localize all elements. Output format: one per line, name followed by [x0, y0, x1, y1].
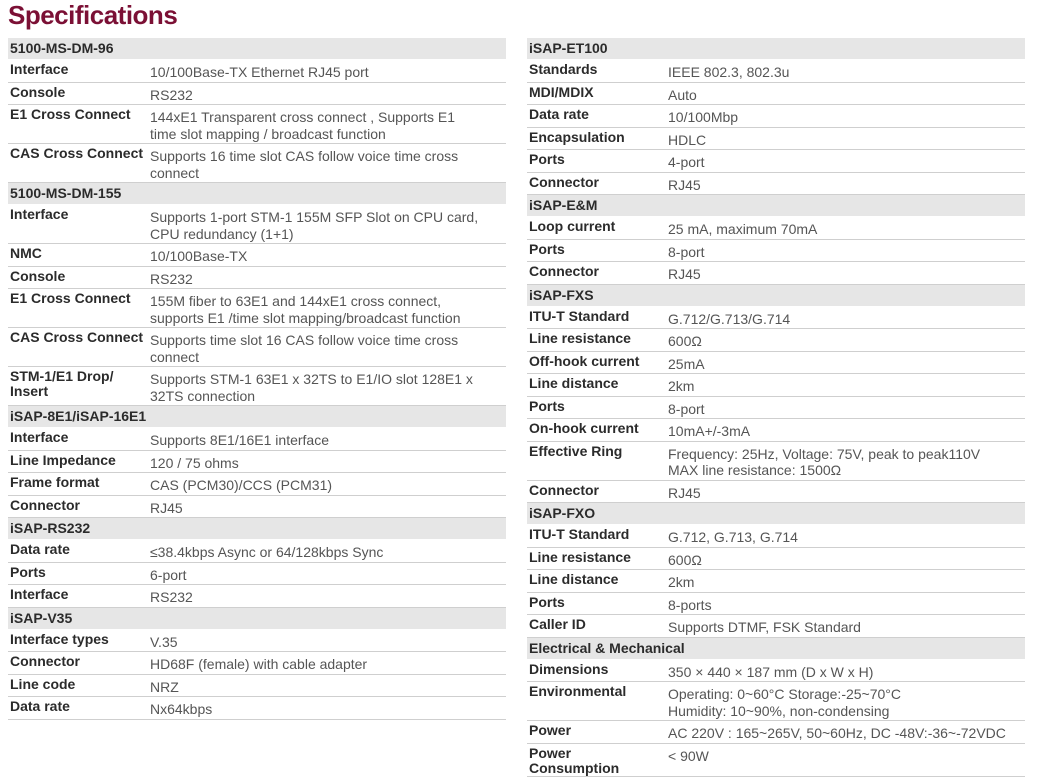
spec-value: 10/100Base-TX Ethernet RJ45 port — [150, 64, 369, 80]
spec-row — [527, 240, 1025, 263]
spec-row — [527, 374, 1025, 397]
spec-row — [8, 652, 506, 675]
spec-value: 120 / 75 ohms — [150, 454, 239, 471]
spec-label: CAS Cross Connect — [10, 145, 144, 161]
spec-value: 600Ω — [668, 551, 702, 568]
spec-row — [8, 105, 506, 144]
spec-row — [527, 128, 1025, 151]
spec-value: Supports 1-port STM-1 155M SFP Slot on CPU card, CPU redundancy (1+1) — [150, 209, 479, 242]
spec-label: Ports — [529, 593, 565, 610]
spec-value: NRZ — [150, 678, 179, 695]
spec-row — [527, 307, 1025, 330]
spec-row — [527, 660, 1025, 683]
spec-value: Supports STM-1 63E1 x 32TS to E1/IO slot 128E1 x 32TS connection — [150, 371, 473, 404]
spec-row — [527, 744, 1025, 777]
section-header-isap-fxo: iSAP-FXO — [527, 503, 1025, 525]
spec-value: 144xE1 Transparent cross connect , Supports E1 time slot mapping / broadcast function — [150, 109, 456, 142]
spec-row — [8, 244, 506, 267]
spec-value: G.712, G.713, G.714 — [668, 529, 798, 545]
spec-label: E1 Cross Connect — [10, 106, 131, 122]
spec-label: NMC — [10, 245, 42, 261]
spec-row — [8, 697, 506, 720]
spec-label: Power Consumption — [529, 744, 620, 776]
spec-value: Supports time slot 16 CAS follow voice time cross connect — [150, 332, 459, 365]
section-header-isap-v35: iSAP-V35 — [8, 608, 506, 630]
spec-row — [8, 451, 506, 474]
spec-value: RJ45 — [668, 484, 701, 501]
spec-row — [527, 352, 1025, 375]
spec-label: ITU-T Standard — [529, 307, 630, 324]
section-header-electrical-mechanical: Electrical & Mechanical — [527, 638, 1025, 660]
spec-value: 2km — [668, 574, 695, 590]
spec-row — [527, 419, 1025, 442]
spec-row — [8, 83, 506, 106]
spec-row — [8, 289, 506, 328]
spec-value: RJ45 — [150, 499, 183, 516]
spec-row — [8, 675, 506, 698]
spec-row — [527, 60, 1025, 83]
spec-row — [527, 442, 1025, 481]
spec-value: RJ45 — [668, 176, 701, 193]
spec-value: 8-ports — [668, 596, 712, 613]
spec-value: RS232 — [150, 270, 193, 287]
section-header-5100-ms-dm-96: 5100-MS-DM-96 — [8, 38, 506, 60]
spec-label: Frame format — [10, 474, 100, 490]
spec-value: Auto — [668, 86, 697, 103]
spec-label: Line resistance — [529, 330, 631, 346]
spec-value: Supports 16 time slot CAS follow voice time cross connect — [150, 148, 459, 181]
spec-label: Interface — [10, 429, 69, 445]
spec-label: Off-hook current — [529, 352, 640, 369]
left-spec-column — [8, 38, 506, 720]
spec-label: Effective Ring — [529, 442, 623, 459]
section-header-isap-e-m: iSAP-E&M — [527, 195, 1025, 217]
spec-row — [527, 262, 1025, 285]
section-header-5100-ms-dm-155: 5100-MS-DM-155 — [8, 183, 506, 205]
spec-label: Interface — [10, 206, 69, 222]
spec-value: Nx64kbps — [150, 701, 213, 717]
spec-row — [8, 144, 506, 183]
spec-label: E1 Cross Connect — [10, 290, 131, 306]
spec-label: Environmental — [529, 683, 627, 699]
section-header-isap-et100: iSAP-ET100 — [527, 38, 1025, 60]
spec-value: RJ45 — [668, 266, 701, 282]
spec-label: Encapsulation — [529, 128, 625, 145]
spec-row — [527, 615, 1025, 638]
spec-value: 10/100Base-TX — [150, 248, 248, 264]
spec-value: 8-port — [668, 400, 705, 417]
spec-label: On-hook current — [529, 420, 639, 436]
spec-row — [8, 496, 506, 519]
spec-label: Ports — [529, 397, 565, 414]
spec-row — [527, 150, 1025, 173]
spec-value: RS232 — [150, 86, 193, 103]
spec-label: Ports — [529, 240, 565, 257]
spec-value: Supports DTMF, FSK Standard — [668, 619, 861, 635]
spec-row — [8, 205, 506, 244]
section-header-isap-rs232: iSAP-RS232 — [8, 518, 506, 540]
spec-label: Line Impedance — [10, 451, 116, 468]
spec-label: Ports — [10, 563, 46, 580]
spec-value: V.35 — [150, 633, 178, 650]
spec-row — [527, 593, 1025, 616]
spec-label: Dimensions — [529, 660, 609, 677]
section-header-isap-8e1-isap-16e1: iSAP-8E1/iSAP-16E1 — [8, 406, 506, 428]
spec-row — [8, 630, 506, 653]
spec-label: MDI/MDIX — [529, 83, 594, 100]
spec-row — [8, 585, 506, 608]
spec-label: Connector — [529, 481, 599, 498]
spec-value: AC 220V : 165~265V, 50~60Hz, DC -48V:-36~-72VDC — [668, 725, 1006, 741]
spec-value: 10/100Mbp — [668, 109, 739, 125]
spec-label: Data rate — [529, 106, 589, 122]
spec-value: 10mA+/-3mA — [668, 423, 751, 439]
spec-value: 8-port — [668, 243, 705, 260]
spec-label: ITU-T Standard — [529, 526, 630, 542]
spec-row — [8, 60, 506, 83]
spec-label: Line resistance — [529, 548, 631, 565]
spec-label: Ports — [529, 151, 565, 167]
spec-value: G.712/G.713/G.714 — [668, 310, 791, 327]
spec-row — [527, 217, 1025, 240]
spec-label: Connector — [529, 263, 599, 279]
spec-value: 6-port — [150, 566, 187, 583]
spec-value: 2km — [668, 378, 695, 394]
spec-label: Connector — [10, 496, 80, 513]
spec-row — [527, 548, 1025, 571]
spec-row — [527, 682, 1025, 721]
spec-label: Connector — [10, 653, 80, 669]
spec-row — [8, 367, 506, 406]
spec-row — [527, 83, 1025, 106]
spec-label: Console — [10, 267, 66, 284]
spec-value: 25mA — [668, 355, 705, 372]
spec-value: 350 × 440 × 187 mm (D x W x H) — [668, 663, 874, 680]
spec-label: Console — [10, 83, 66, 100]
spec-value: Supports 8E1/16E1 interface — [150, 432, 330, 448]
spec-label: Loop current — [529, 218, 616, 234]
section-header-isap-fxs: iSAP-FXS — [527, 285, 1025, 307]
spec-value: ≤38.4kbps Async or 64/128kbps Sync — [150, 544, 384, 560]
spec-row — [527, 397, 1025, 420]
spec-value: RS232 — [150, 589, 193, 605]
spec-row — [527, 329, 1025, 352]
spec-row — [527, 105, 1025, 128]
spec-value: Operating: 0~60°C Storage:-25~70°C Humidity: 10~90%, non-condensing — [668, 686, 902, 719]
spec-label: STM-1/E1 Drop/ Insert — [10, 368, 114, 399]
spec-label: Caller ID — [529, 616, 586, 632]
spec-value: 600Ω — [668, 333, 702, 349]
spec-row — [8, 563, 506, 586]
spec-value: Frequency: 25Hz, Voltage: 75V, peak to peak110V MAX line resistance: 1500Ω — [668, 445, 981, 478]
page-title: Specifications — [8, 0, 178, 30]
spec-row — [527, 721, 1025, 744]
spec-label: Connector — [529, 173, 599, 190]
spec-value: HD68F (female) with cable adapter — [150, 656, 368, 672]
spec-row — [527, 570, 1025, 593]
spec-label: CAS Cross Connect — [10, 329, 144, 345]
spec-label: Data rate — [10, 698, 70, 714]
spec-row — [8, 428, 506, 451]
spec-value: HDLC — [668, 131, 707, 148]
spec-value: 4-port — [668, 154, 705, 170]
spec-row — [527, 173, 1025, 196]
spec-row — [527, 481, 1025, 504]
spec-label: Power — [529, 722, 572, 738]
right-spec-column — [527, 38, 1025, 777]
spec-row — [8, 267, 506, 290]
spec-row — [8, 540, 506, 563]
spec-label: Interface — [10, 586, 69, 602]
spec-value: < 90W — [668, 747, 709, 764]
spec-label: Standards — [529, 61, 598, 77]
spec-label: Line code — [10, 675, 76, 692]
spec-label: Data rate — [10, 541, 70, 557]
spec-label: Line distance — [529, 571, 619, 587]
spec-value: 25 mA, maximum 70mA — [668, 221, 818, 237]
spec-value: CAS (PCM30)/CCS (PCM31) — [150, 477, 333, 493]
spec-row — [527, 525, 1025, 548]
spec-value: 155M fiber to 63E1 and 144xE1 cross connect, supports E1 /time slot mapping/broadcast function — [150, 293, 461, 326]
spec-label: Interface types — [10, 630, 109, 647]
spec-row — [8, 473, 506, 496]
spec-label: Interface — [10, 61, 69, 77]
spec-label: Line distance — [529, 375, 619, 391]
spec-value: IEEE 802.3, 802.3u — [668, 64, 790, 80]
spec-row — [8, 328, 506, 367]
